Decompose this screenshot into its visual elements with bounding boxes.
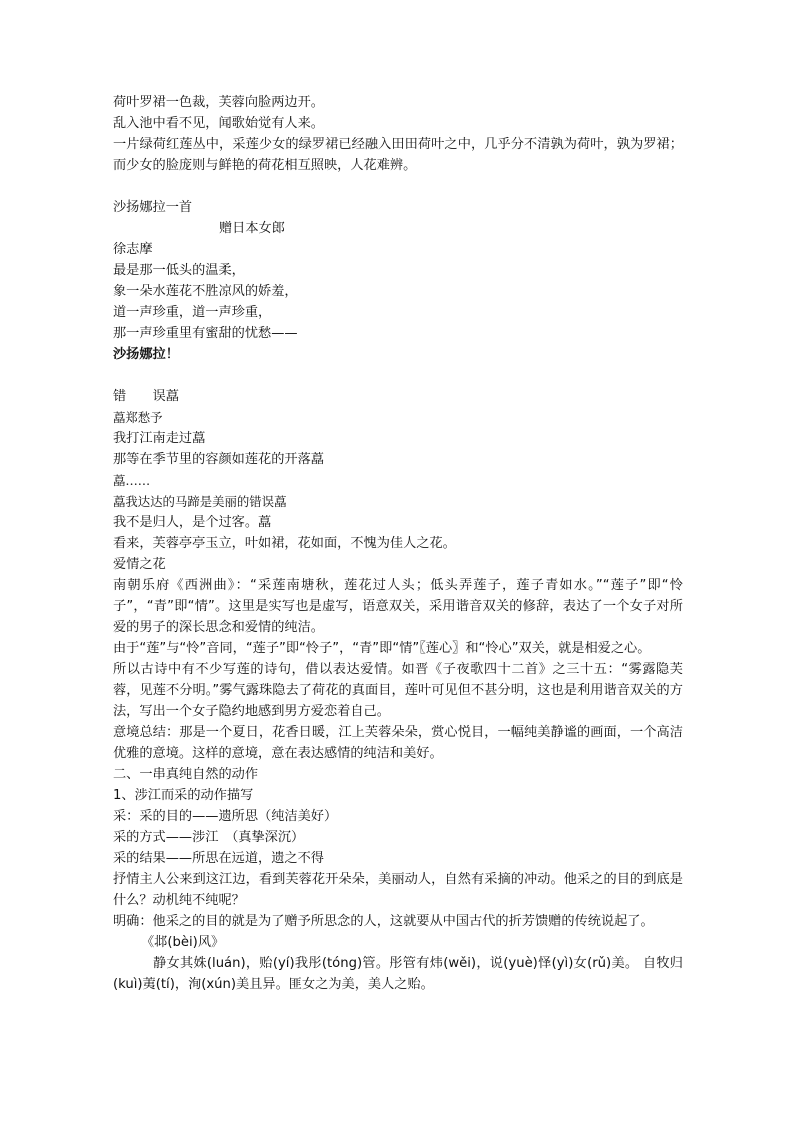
poem-line: 象一朵水莲花不胜凉风的娇羞， [113,284,298,299]
list-item: 采的方式——涉江 （真挚深沉） [113,830,305,845]
document-page [113,92,683,995]
poem-line: 荷叶罗裙一色裁，芙蓉向脸两边开。 [113,95,324,110]
poem-heading: 沙扬娜拉一首 [113,200,193,215]
paragraph: 一片绿荷红莲丛中，采莲少女的绿罗裙已经融入田田荷叶之中，几乎分不清孰为荷叶，孰为罗裙；而少女的脸庞则与鲜艳的荷花相互照映，人花难辨。 [113,137,683,173]
paragraph: 所以古诗中有不少写莲的诗句，借以表达爱情。如晋《子夜歌四十二首》之三十五：“雾露隐芙蓉，见莲不分明。”雾气露珠隐去了荷花的真面目，莲叶可见但不甚分明，这也是利用谐音双关的方法，写出一个女子隐约地感到男方爱恋着自己。 [113,662,683,719]
poem-line: 乱入池中看不见，闻歌始觉有人来。 [113,116,324,131]
poem-line: 那一声珍重里有蜜甜的忧愁—— [113,326,298,341]
poem-line: 我不是归人，是个过客。藠 [113,515,272,530]
list-item: 采：采的目的——遗所思（纯洁美好） [113,809,338,824]
paragraph: 南朝乐府《西洲曲》：“采莲南塘秋，莲花过人头；低头弄莲子，莲子青如水。”“莲子”即“怜子”，“青”即“情”。这里是实写也是虚写，语意双关，采用谐音双关的修辞，表达了一个女子对所爱的男子的深长思念和爱情的纯洁。 [113,578,683,635]
poem-heading: 错 误藠 [113,389,179,404]
list-item: 采的结果——所思在远道，遗之不得 [113,851,324,866]
poem-text: 静女其姝(luán)，贻(yí)我彤(tóng)管。彤管有炜(wěi)，说(yuè)怿(yì)女(rǔ)美。 自牧归(kuì)荑(tí)，洵(xún)美且异。匪女之为美，美人之贻。 [113,956,683,992]
paragraph: 看来，芙蓉亭亭玉立，叶如裙，花如面，不愧为佳人之花。 [113,536,456,551]
poem-line: 沙扬娜拉！ [113,347,179,362]
poem-line: 藠…… [113,473,151,488]
paragraph: 意境总结：那是一个夏日，花香日暖，江上芙蓉朵朵，赏心悦目，一幅纯美静谧的画面，一个高洁优雅的意境。这样的意境，意在表达感情的纯洁和美好。 [113,725,683,761]
blank-line [113,365,683,386]
poem-author: 藠郑愁予 [113,410,163,425]
poem-author: 徐志摩 [113,242,153,257]
poem-subtitle: 赠日本女郎 [219,221,285,236]
poem-line: 我打江南走过藠 [113,431,206,446]
section-heading: 二、一串真纯自然的动作 [113,767,259,782]
poem-title: 《邶(bèi)风》 [141,935,225,950]
sub-heading: 1、涉江而采的动作描写 [113,788,254,803]
paragraph: 抒情主人公来到这江边，看到芙蓉花开朵朵，美丽动人，自然有采摘的冲动。他采之的目的到底是什么？动机纯不纯呢？ [113,872,683,908]
poem-line: 道一声珍重，道一声珍重， [113,305,272,320]
blank-line [113,176,683,197]
poem-line: 最是那一低头的温柔， [113,263,245,278]
poem-line: 藠我达达的马蹄是美丽的错误藠 [113,494,287,509]
paragraph: 明确：他采之的目的就是为了赠予所思念的人，这就要从中国古代的折芳馈赠的传统说起了。 [113,914,654,929]
section-heading: 爱情之花 [113,557,166,572]
poem-line: 那等在季节里的容颜如莲花的开落藠 [113,452,324,467]
paragraph: 由于“莲”与“怜”音同，“莲子”即“怜子”，“青”即“情”〖莲心〗和“怜心”双关，就是相爱之心。 [113,641,651,656]
